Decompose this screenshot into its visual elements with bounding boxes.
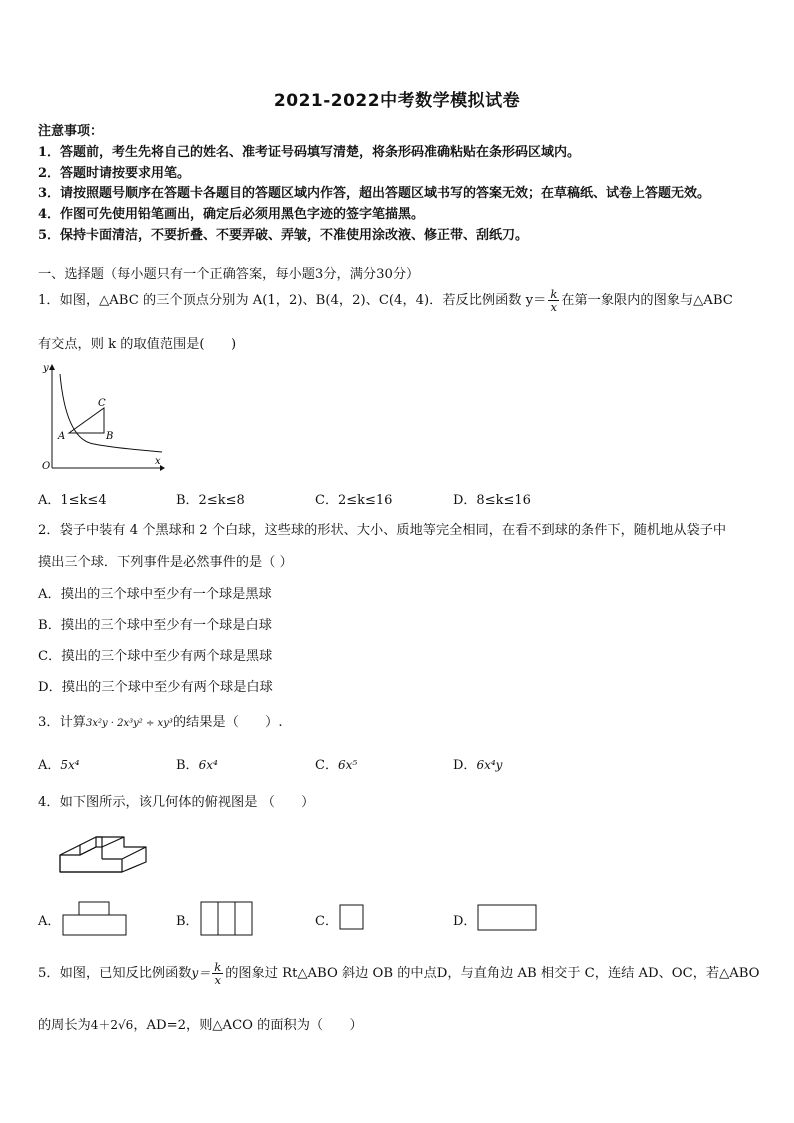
- q1-option-a[interactable]: A．1≤k≤4: [38, 493, 107, 508]
- question-1-line-2: 有交点，则 k 的取值范围是( ): [38, 337, 237, 352]
- axis-label-y: y: [43, 363, 49, 374]
- note-item: 3．请按照题号顺序在答题卡各题目的答题区域内作答，超出答题区域书写的答案无效；在草稿纸、试卷上答题无效。: [38, 186, 711, 201]
- section-heading: 一、选择题（每小题只有一个正确答案，每小题3分，满分30分）: [38, 267, 420, 282]
- q1-option-b[interactable]: B．2≤k≤8: [176, 493, 245, 508]
- q3-option-d[interactable]: [453, 754, 502, 773]
- q5-text-post: 的图象过 Rt△ABO 斜边 OB 的中点D，与直角边 AB 相交于 C，连结 AD、OC，若△ABO: [225, 966, 760, 981]
- origin-label: O: [42, 461, 51, 472]
- frac-denominator: x: [214, 973, 221, 987]
- q4-option-c-figure[interactable]: [339, 904, 365, 932]
- q1-text-post: 在第一象限内的图象与△ABC: [561, 293, 733, 308]
- q4-option-d[interactable]: D．: [453, 914, 477, 929]
- q4-option-d-figure[interactable]: [477, 904, 539, 932]
- q3-option-b[interactable]: [176, 754, 218, 773]
- q4-solid-figure: [56, 829, 156, 879]
- q4-option-b[interactable]: B．: [176, 914, 199, 929]
- q5-line2-pre: 的周长为: [38, 1018, 91, 1033]
- note-item: 4．作图可先使用铅笔画出，确定后必须用黑色字迹的签字笔描黑。: [38, 207, 425, 222]
- axis-label-x: x: [155, 456, 161, 467]
- option-math: 6x⁵: [337, 758, 358, 772]
- fraction-k-over-x: [548, 288, 559, 313]
- question-2-line-2: 摸出三个球．下列事件是必然事件的是（ ）: [38, 555, 293, 570]
- question-3: [38, 711, 283, 730]
- question-1-line-1: [38, 288, 733, 313]
- option-label: B．: [176, 758, 199, 773]
- note-item: 1．答题前，考生先将自己的姓名、准考证号码填写清楚，将条形码准确粘贴在条形码区域内。: [38, 145, 581, 160]
- point-label-a: A: [58, 431, 66, 442]
- q5-perimeter: 4＋2√6: [90, 1018, 134, 1032]
- option-math: 6x⁴y: [476, 758, 503, 772]
- option-math: 6x⁴: [198, 758, 218, 772]
- q4-option-c[interactable]: C．: [315, 914, 338, 929]
- q1-text-pre: 1．如图，△ABC 的三个顶点分别为 A(1，2)、B(4，2)、C(4，4)．若反比例函数 y＝: [38, 293, 547, 308]
- q3-text-pre: 3．计算: [38, 715, 86, 730]
- q4-option-b-figure[interactable]: [200, 901, 254, 937]
- point-label-c: C: [98, 398, 106, 409]
- note-item: 2．答题时请按要求用笔。: [38, 166, 191, 181]
- note-item: 5．保持卡面清洁，不要折叠、不要弄破、弄皱，不准使用涂改液、修正带、刮纸刀。: [38, 228, 529, 243]
- frac-denominator: x: [550, 300, 558, 314]
- q3-expression: 3x²y · 2x³y² ÷ xy³: [85, 718, 173, 729]
- q2-option-a[interactable]: A．摸出的三个球中至少有一个球是黑球: [38, 587, 272, 602]
- frac-numerator: k: [214, 960, 222, 974]
- option-math: 5x⁴: [60, 758, 80, 772]
- q5-text-pre: 5．如图，已知反比例函数: [38, 966, 192, 981]
- page-title: 2021-2022中考数学模拟试卷: [273, 91, 521, 111]
- notes-heading: 注意事项：: [38, 124, 104, 139]
- fraction-k-over-x: [212, 961, 223, 986]
- q4-option-a-figure[interactable]: [62, 901, 128, 937]
- option-label: A．: [38, 758, 61, 773]
- point-label-b: B: [106, 431, 114, 442]
- frac-numerator: k: [550, 287, 558, 301]
- q2-option-d[interactable]: D．摸出的三个球中至少有两个球是白球: [38, 680, 273, 695]
- q1-option-d[interactable]: D．8≤k≤16: [453, 493, 531, 508]
- q3-text-post: 的结果是（ ）.: [172, 715, 283, 730]
- q3-option-c[interactable]: [315, 754, 357, 773]
- q5-line2-post: ，AD=2，则△ACO 的面积为（ ）: [133, 1018, 363, 1033]
- question-5-line-1: [38, 961, 759, 986]
- option-label: D．: [453, 758, 477, 773]
- q1-graph: [34, 360, 169, 475]
- q4-option-a[interactable]: A．: [38, 914, 61, 929]
- q2-option-c[interactable]: C．摸出的三个球中至少有两个球是黑球: [38, 649, 273, 664]
- q5-y-eq: y＝: [191, 966, 211, 980]
- question-2-line-1: 2．袋子中装有 4 个黑球和 2 个白球，这些球的形状、大小、质地等完全相同，在看不到球的条件下，随机地从袋子中: [38, 523, 727, 538]
- question-4: 4．如下图所示，该几何体的俯视图是 （ ）: [38, 795, 315, 810]
- q1-option-c[interactable]: C．2≤k≤16: [315, 493, 393, 508]
- question-5-line-2: [38, 1014, 363, 1033]
- option-label: C．: [315, 758, 338, 773]
- q2-option-b[interactable]: B．摸出的三个球中至少有一个球是白球: [38, 618, 272, 633]
- q3-option-a[interactable]: [38, 754, 80, 773]
